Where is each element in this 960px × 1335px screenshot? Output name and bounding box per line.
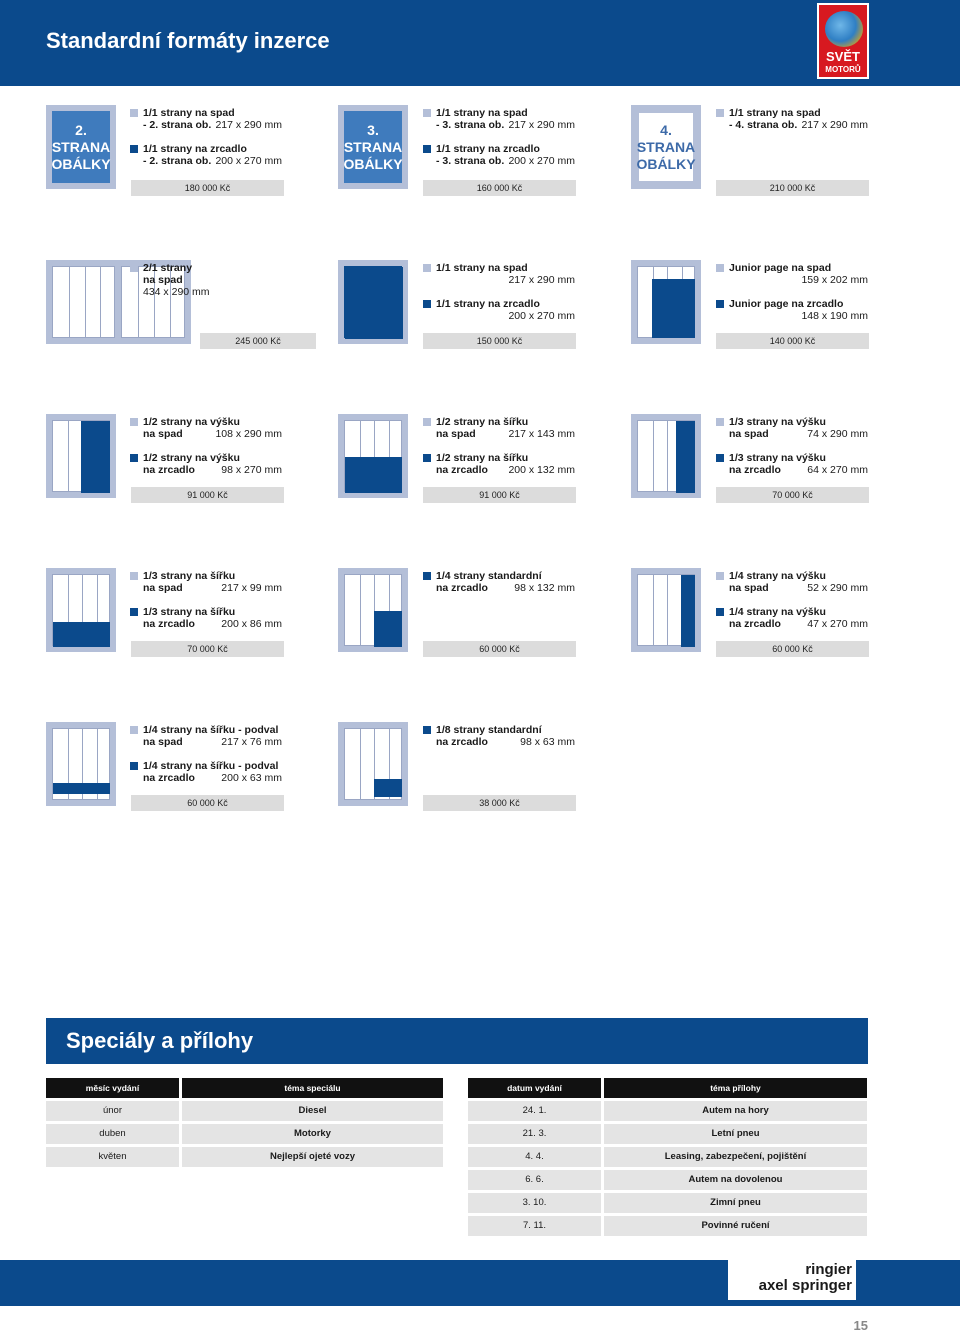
table-cell: 6. 6. [468, 1170, 601, 1190]
light-square-icon [130, 264, 138, 272]
price-tag: 160 000 Kč [423, 180, 576, 196]
spec-detail [436, 274, 575, 286]
price-tag: 70 000 Kč [716, 487, 869, 503]
spec-title: 1/3 strany na výšku [729, 416, 826, 428]
price-tag: 210 000 Kč [716, 180, 869, 196]
spec-entry [423, 452, 575, 476]
spec-dimensions: 98 x 132 mm [514, 582, 575, 594]
spec-title: 1/1 strany na spad [729, 107, 821, 119]
light-square-icon [716, 572, 724, 580]
format-thumbnail [338, 722, 408, 806]
spec-title: 1/3 strany na šířku [143, 570, 236, 582]
format-thumbnail [338, 260, 408, 344]
column-line [653, 575, 654, 645]
table-cell: Letní pneu [604, 1124, 867, 1144]
dark-square-icon [716, 454, 724, 462]
spec-dimensions: 64 x 270 mm [807, 464, 868, 476]
spec-placement: na zrcadlo [143, 464, 195, 476]
spec-title: 1/2 strany na výšku [143, 452, 240, 464]
format-thumbnail [338, 414, 408, 498]
spec-entry [716, 606, 868, 630]
spec-detail [436, 428, 575, 440]
publisher-line2: axel springer [758, 1277, 852, 1294]
ad-area [676, 421, 695, 493]
light-square-icon [130, 726, 138, 734]
table-cell: Diesel [182, 1101, 443, 1121]
dark-square-icon [423, 300, 431, 308]
price-tag: 150 000 Kč [423, 333, 576, 349]
page-thumbnail [52, 420, 110, 492]
format-spec [716, 107, 868, 131]
spec-detail [436, 310, 575, 322]
special-title: Speciály a přílohy [66, 1028, 254, 1053]
light-square-icon [423, 109, 431, 117]
spec-dimensions: 217 x 76 mm [221, 736, 282, 748]
spec-placement: - 2. strana ob. [143, 155, 212, 167]
footer-bar [0, 1260, 960, 1306]
page-thumbnail [637, 266, 695, 338]
spec-entry [130, 107, 282, 131]
ad-area [374, 611, 402, 647]
spec-detail [436, 736, 575, 748]
spec-dimensions: 217 x 99 mm [221, 582, 282, 594]
page-thumbnail [637, 420, 695, 492]
spec-detail [436, 464, 575, 476]
spec-entry [716, 570, 868, 594]
price-tag: 91 000 Kč [131, 487, 284, 503]
column-line [360, 729, 361, 799]
spec-entry [130, 760, 282, 784]
table-cell: únor [46, 1101, 179, 1121]
table-cell: Nejlepší ojeté vozy [182, 1147, 443, 1167]
spec-title: 2/1 strany [143, 262, 193, 274]
spec-placement: na zrcadlo [143, 772, 195, 784]
ad-area [81, 421, 110, 493]
publisher-line1: ringier [805, 1261, 852, 1278]
cover-thumbnail [338, 105, 408, 189]
format-thumbnail [46, 414, 116, 498]
spec-entry [423, 107, 575, 131]
spec-entry [130, 570, 282, 594]
column-line [68, 421, 69, 491]
spec-title: Junior page na spad [729, 262, 832, 274]
publisher-logo [728, 1258, 856, 1300]
spec-entry [716, 298, 868, 322]
table-header: datum vydání [468, 1078, 601, 1098]
table-cell: 21. 3. [468, 1124, 601, 1144]
table-cell: Autem na dovolenou [604, 1170, 867, 1190]
spec-detail [729, 618, 868, 630]
format-thumbnail [338, 568, 408, 652]
spec-detail [729, 582, 868, 594]
format-spec [130, 724, 282, 784]
spec-dimensions: 74 x 290 mm [807, 428, 868, 440]
spec-placement: na spad [729, 428, 769, 440]
spec-title: 1/4 strany na výšku [729, 606, 826, 618]
spec-placement: na spad [143, 736, 183, 748]
spec-dimensions: 200 x 132 mm [508, 464, 575, 476]
spec-title: 1/4 strany na šířku - podval [143, 724, 279, 736]
spec-title: 1/1 strany na zrcadlo [436, 298, 540, 310]
page-thumbnail [52, 266, 115, 338]
spec-title: 1/4 strany standardní [436, 570, 542, 582]
spec-entry [716, 107, 868, 131]
spec-placement: - 3. strana ob. [436, 119, 505, 131]
spec-entry [423, 724, 575, 748]
light-square-icon [130, 109, 138, 117]
format-spec [130, 107, 282, 167]
spec-entry [130, 143, 282, 167]
page-thumbnail [344, 420, 402, 492]
spec-dimensions: 217 x 143 mm [508, 428, 575, 440]
spec-title: 1/2 strany na šířku [436, 452, 529, 464]
spec-entry [130, 262, 282, 298]
spec-title: 1/1 strany na spad [436, 107, 528, 119]
dark-square-icon [423, 145, 431, 153]
price-tag: 60 000 Kč [423, 641, 576, 657]
format-thumbnail [631, 568, 701, 652]
spec-title: 1/2 strany na výšku [143, 416, 240, 428]
format-spec [423, 107, 575, 167]
spec-dimensions: 200 x 270 mm [508, 155, 575, 167]
format-spec [423, 724, 575, 748]
table-cell: duben [46, 1124, 179, 1144]
table-cell: 4. 4. [468, 1147, 601, 1167]
spec-title: 1/1 strany na zrcadlo [436, 143, 540, 155]
table-cell: 3. 10. [468, 1193, 601, 1213]
spec-placement: na spad [143, 274, 183, 286]
table-cell: Povinné ručení [604, 1216, 867, 1236]
format-thumbnail [46, 568, 116, 652]
table-cell: Autem na hory [604, 1101, 867, 1121]
spec-dimensions: 217 x 290 mm [508, 119, 575, 131]
ad-area [345, 457, 402, 493]
spec-detail [143, 155, 282, 167]
cover-label: 2. STRANA OBÁLKY [52, 111, 110, 183]
spec-entry [716, 416, 868, 440]
table-header: měsíc vydání [46, 1078, 179, 1098]
spec-placement: na zrcadlo [729, 464, 781, 476]
dark-square-icon [423, 726, 431, 734]
price-tag: 60 000 Kč [716, 641, 869, 657]
column-line [653, 421, 654, 491]
logo-line1: SVĚT [826, 49, 860, 64]
cover-thumbnail [46, 105, 116, 189]
spec-detail [729, 119, 868, 131]
format-spec [130, 416, 282, 476]
cover-thumbnail [631, 105, 701, 189]
spec-placement: na spad [729, 582, 769, 594]
page-thumbnail [344, 574, 402, 646]
column-line [667, 575, 668, 645]
spec-entry [130, 606, 282, 630]
spec-placement: na spad [436, 428, 476, 440]
table-header: téma přílohy [604, 1078, 867, 1098]
spec-title: 1/4 strany na výšku [729, 570, 826, 582]
light-square-icon [423, 264, 431, 272]
format-spec [716, 262, 868, 322]
spec-detail [729, 428, 868, 440]
spec-placement: na zrcadlo [436, 736, 488, 748]
page-thumbnail [344, 266, 402, 338]
spec-dimensions: 217 x 290 mm [508, 274, 575, 286]
page-thumbnail [637, 574, 695, 646]
spec-entry [423, 298, 575, 322]
format-thumbnail [46, 722, 116, 806]
spec-title: 1/2 strany na šířku [436, 416, 529, 428]
spec-dimensions: 200 x 86 mm [221, 618, 282, 630]
spec-placement: na zrcadlo [729, 618, 781, 630]
page-number: 15 [853, 1318, 868, 1333]
spec-detail [143, 736, 282, 748]
light-square-icon [130, 572, 138, 580]
page-thumbnail [52, 574, 110, 646]
ad-area [345, 267, 403, 339]
price-tag: 140 000 Kč [716, 333, 869, 349]
light-square-icon [716, 418, 724, 426]
dark-square-icon [716, 608, 724, 616]
column-line [69, 267, 70, 337]
spec-dimensions: 108 x 290 mm [215, 428, 282, 440]
price-tag: 70 000 Kč [131, 641, 284, 657]
spec-dimensions: 217 x 290 mm [215, 119, 282, 131]
spec-placement: na zrcadlo [436, 464, 488, 476]
dark-square-icon [130, 608, 138, 616]
spec-title: Junior page na zrcadlo [729, 298, 844, 310]
light-square-icon [423, 418, 431, 426]
spec-detail [436, 155, 575, 167]
spec-dimensions: 52 x 290 mm [807, 582, 868, 594]
dark-square-icon [130, 145, 138, 153]
price-tag: 38 000 Kč [423, 795, 576, 811]
svet-motoru-logo [817, 3, 869, 79]
spec-title: 1/8 strany standardní [436, 724, 542, 736]
format-spec [130, 570, 282, 630]
format-spec [423, 262, 575, 322]
spec-detail [143, 274, 282, 286]
spec-entry [716, 452, 868, 476]
ad-area [53, 622, 110, 647]
table-cell: květen [46, 1147, 179, 1167]
format-spec [423, 570, 575, 594]
spec-detail [436, 119, 575, 131]
spec-detail [143, 428, 282, 440]
spec-detail [729, 274, 868, 286]
spec-title: 1/1 strany na zrcadlo [143, 143, 247, 155]
spec-entry [716, 262, 868, 286]
dark-square-icon [423, 572, 431, 580]
spec-detail [436, 582, 575, 594]
spec-placement: na spad [143, 428, 183, 440]
column-line [360, 575, 361, 645]
spec-dimensions: 148 x 190 mm [801, 310, 868, 322]
spec-entry [423, 570, 575, 594]
special-section-header [46, 1018, 868, 1064]
table-cell: 7. 11. [468, 1216, 601, 1236]
spec-dimensions: 98 x 63 mm [520, 736, 575, 748]
spec-title: 1/3 strany na výšku [729, 452, 826, 464]
spec-dimensions: 98 x 270 mm [221, 464, 282, 476]
spec-entry [130, 724, 282, 748]
spec-title: 1/1 strany na spad [143, 107, 235, 119]
cover-label: 4. STRANA OBÁLKY [639, 113, 693, 181]
light-square-icon [716, 264, 724, 272]
page-title: Standardní formáty inzerce [46, 28, 330, 53]
spec-detail [143, 772, 282, 784]
spec-entry [423, 143, 575, 167]
price-tag: 180 000 Kč [131, 180, 284, 196]
header-bar [0, 0, 960, 86]
ad-area [652, 279, 695, 338]
spec-dimensions: 159 x 202 mm [801, 274, 868, 286]
dark-square-icon [423, 454, 431, 462]
spec-dimensions: 200 x 270 mm [215, 155, 282, 167]
spec-title: 1/3 strany na šířku [143, 606, 236, 618]
spec-dimensions: 47 x 270 mm [807, 618, 868, 630]
format-spec [716, 570, 868, 630]
table-cell: Leasing, zabezpečení, pojištění [604, 1147, 867, 1167]
format-spec [130, 262, 282, 298]
light-square-icon [130, 418, 138, 426]
spec-detail [143, 582, 282, 594]
light-square-icon [716, 109, 724, 117]
spec-detail [143, 618, 282, 630]
dark-square-icon [130, 762, 138, 770]
spec-detail [143, 464, 282, 476]
spec-title: 1/1 strany na spad [436, 262, 528, 274]
globe-icon [825, 11, 863, 47]
column-line [85, 267, 86, 337]
price-tag: 245 000 Kč [200, 333, 316, 349]
spec-dimensions: 200 x 63 mm [221, 772, 282, 784]
table-cell: Zimní pneu [604, 1193, 867, 1213]
dark-square-icon [716, 300, 724, 308]
format-thumbnail [631, 414, 701, 498]
spec-placement: - 2. strana ob. [143, 119, 212, 131]
spec-entry [130, 416, 282, 440]
price-tag: 91 000 Kč [423, 487, 576, 503]
spec-dimensions: 217 x 290 mm [801, 119, 868, 131]
page-thumbnail [52, 728, 110, 800]
dark-square-icon [130, 454, 138, 462]
format-spec [716, 416, 868, 476]
table-cell: Motorky [182, 1124, 443, 1144]
spec-placement: na zrcadlo [143, 618, 195, 630]
table-cell: 24. 1. [468, 1101, 601, 1121]
format-spec [423, 416, 575, 476]
ad-area [374, 779, 402, 797]
spec-detail [729, 464, 868, 476]
spec-detail [143, 119, 282, 131]
spec-placement: na spad [143, 582, 183, 594]
spec-detail [729, 310, 868, 322]
column-line [100, 267, 101, 337]
price-tag: 60 000 Kč [131, 795, 284, 811]
spec-entry [423, 262, 575, 286]
ad-area [681, 575, 695, 647]
page-thumbnail [344, 728, 402, 800]
spec-entry [130, 452, 282, 476]
spec-title: 1/4 strany na šířku - podval [143, 760, 279, 772]
format-thumbnail [631, 260, 701, 344]
spec-dimensions: 200 x 270 mm [508, 310, 575, 322]
spec-dimensions: 434 x 290 mm [143, 286, 210, 298]
ad-area [53, 783, 110, 794]
spec-entry [423, 416, 575, 440]
cover-label: 3. STRANA OBÁLKY [344, 111, 402, 183]
logo-line2: MOTORŮ [825, 65, 861, 74]
table-header: téma speciálu [182, 1078, 443, 1098]
spec-placement: - 4. strana ob. [729, 119, 798, 131]
spec-placement: - 3. strana ob. [436, 155, 505, 167]
spec-placement: na zrcadlo [436, 582, 488, 594]
column-line [667, 421, 668, 491]
